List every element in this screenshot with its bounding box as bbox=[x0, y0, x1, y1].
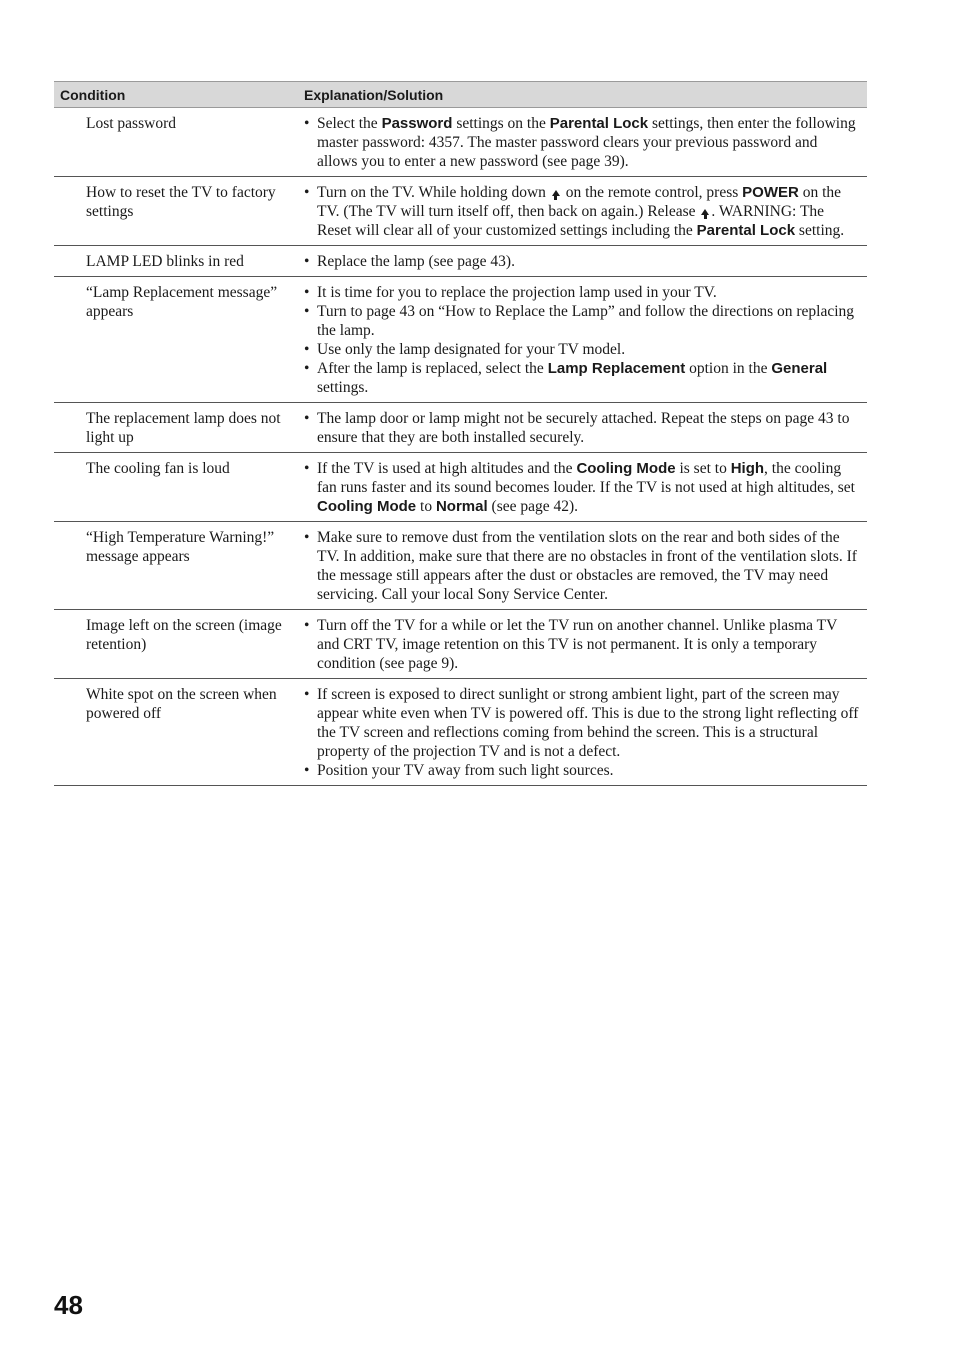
table-row bbox=[54, 277, 867, 403]
troubleshooting-table bbox=[54, 81, 867, 786]
condition-cell: The cooling fan is loud bbox=[54, 453, 298, 522]
explanation-cell bbox=[298, 177, 867, 246]
bullet-list bbox=[304, 685, 861, 780]
bullet-text: . WARNING: The Reset will clear all of your customized settings including the bbox=[317, 203, 825, 239]
bullet-text: on the TV. (The TV will turn itself off, then back on again.) Release bbox=[317, 184, 842, 220]
setting-keyword: Password bbox=[381, 115, 453, 132]
condition-cell: How to reset the TV to factory settings bbox=[54, 177, 298, 246]
bullet-item bbox=[304, 340, 861, 359]
condition-cell: LAMP LED blinks in red bbox=[54, 246, 298, 277]
bullet-item bbox=[304, 114, 861, 171]
bullet-text: The lamp door or lamp might not be securely attached. Repeat the steps on page 43 to ensure that they are both installed securely. bbox=[317, 410, 850, 446]
condition-cell: The replacement lamp does not light up bbox=[54, 403, 298, 453]
bullet-item bbox=[304, 183, 861, 240]
bullet-text: Make sure to remove dust from the ventilation slots on the rear and both sides of the TV. In addition, make sure that there are no obstacles in front of the ventilation slots. If the message still appears after the dust or obstacles are removed, the TV may need servicing. Call your local Sony Service Center. bbox=[317, 529, 857, 603]
table-row bbox=[54, 246, 867, 277]
page-number: 48 bbox=[54, 1290, 83, 1320]
header-condition: Condition bbox=[54, 82, 298, 108]
table-row bbox=[54, 177, 867, 246]
bullet-text: settings. bbox=[317, 379, 369, 396]
bullet-text: Turn on the TV. While holding down bbox=[317, 184, 550, 201]
condition-cell: “Lamp Replacement message” appears bbox=[54, 277, 298, 403]
condition-cell: Lost password bbox=[54, 108, 298, 177]
bullet-list bbox=[304, 183, 861, 240]
bullet-text: settings on the bbox=[452, 115, 550, 132]
table-row bbox=[54, 679, 867, 786]
setting-keyword: Parental Lock bbox=[696, 222, 796, 239]
setting-keyword: Parental Lock bbox=[549, 115, 649, 132]
explanation-cell bbox=[298, 108, 867, 177]
bullet-text: If screen is exposed to direct sunlight or strong ambient light, part of the screen may appear white even when TV is powered off. This is due to the strong light reflecting off the TV screen and reflections coming from behind the screen. This is a structural property of the projection TV and is not a defect. bbox=[317, 686, 859, 760]
table-row bbox=[54, 453, 867, 522]
bullet-item bbox=[304, 409, 861, 447]
table-row bbox=[54, 108, 867, 177]
bullet-text: If the TV is used at high altitudes and the bbox=[317, 460, 577, 477]
bullet-item bbox=[304, 459, 861, 516]
explanation-cell bbox=[298, 403, 867, 453]
bullet-text: It is time for you to replace the projection lamp used in your TV. bbox=[317, 284, 717, 301]
condition-cell: “High Temperature Warning!” message appears bbox=[54, 522, 298, 610]
bullet-item bbox=[304, 528, 861, 604]
bullet-list bbox=[304, 283, 861, 397]
bullet-item bbox=[304, 761, 861, 780]
explanation-cell bbox=[298, 522, 867, 610]
bullet-text: to bbox=[416, 498, 436, 515]
bullet-text: Turn to page 43 on “How to Replace the Lamp” and follow the directions on replacing the lamp. bbox=[317, 303, 855, 339]
bullet-list bbox=[304, 252, 861, 271]
bullet-list bbox=[304, 528, 861, 604]
bullet-text: Position your TV away from such light sources. bbox=[317, 762, 614, 779]
table-row bbox=[54, 522, 867, 610]
explanation-cell bbox=[298, 610, 867, 679]
bullet-text: (see page 42). bbox=[487, 498, 579, 515]
bullet-item bbox=[304, 685, 861, 761]
explanation-cell bbox=[298, 277, 867, 403]
bullet-text: Select the bbox=[317, 115, 382, 132]
setting-keyword: Lamp Replacement bbox=[547, 360, 686, 377]
table-row bbox=[54, 610, 867, 679]
bullet-list bbox=[304, 459, 861, 516]
setting-keyword: Cooling Mode bbox=[317, 498, 417, 515]
condition-cell: White spot on the screen when powered off bbox=[54, 679, 298, 786]
bullet-text: is set to bbox=[675, 460, 731, 477]
bullet-text: settings, then enter the following master password: 4357. The master password clears your previous password and allows you to enter a new password (see page 39). bbox=[317, 115, 856, 170]
setting-keyword: General bbox=[771, 360, 828, 377]
bullet-item bbox=[304, 283, 861, 302]
setting-keyword: Cooling Mode bbox=[576, 460, 676, 477]
bullet-text: Turn off the TV for a while or let the TV run on another channel. Unlike plasma TV and CRT TV, image retention on this TV is not permanent. It is only a temporary condition (see page 9). bbox=[317, 617, 838, 672]
explanation-cell bbox=[298, 453, 867, 522]
bullet-list bbox=[304, 114, 861, 171]
explanation-cell bbox=[298, 246, 867, 277]
condition-cell: Image left on the screen (image retention) bbox=[54, 610, 298, 679]
bullet-text: on the remote control, press bbox=[561, 184, 743, 201]
bullet-list bbox=[304, 409, 861, 447]
up-arrow-icon bbox=[701, 209, 709, 215]
setting-keyword: Normal bbox=[435, 498, 488, 515]
setting-keyword: POWER bbox=[742, 184, 799, 201]
bullet-list bbox=[304, 616, 861, 673]
table-row bbox=[54, 403, 867, 453]
bullet-text: Use only the lamp designated for your TV model. bbox=[317, 341, 626, 358]
bullet-item bbox=[304, 302, 861, 340]
bullet-text: setting. bbox=[795, 222, 845, 239]
bullet-item bbox=[304, 252, 861, 271]
bullet-item bbox=[304, 616, 861, 673]
bullet-text: , the cooling fan runs faster and its sound becomes louder. If the TV is not used at high altitudes, set bbox=[317, 460, 855, 496]
explanation-cell bbox=[298, 679, 867, 786]
bullet-text: Replace the lamp (see page 43). bbox=[317, 253, 515, 270]
header-explanation: Explanation/Solution bbox=[298, 82, 867, 108]
setting-keyword: High bbox=[730, 460, 765, 477]
table-body bbox=[54, 108, 867, 786]
up-arrow-icon bbox=[552, 190, 560, 196]
bullet-text: option in the bbox=[685, 360, 772, 377]
bullet-item bbox=[304, 359, 861, 397]
bullet-text: After the lamp is replaced, select the bbox=[317, 360, 548, 377]
table-header-row bbox=[54, 82, 867, 108]
